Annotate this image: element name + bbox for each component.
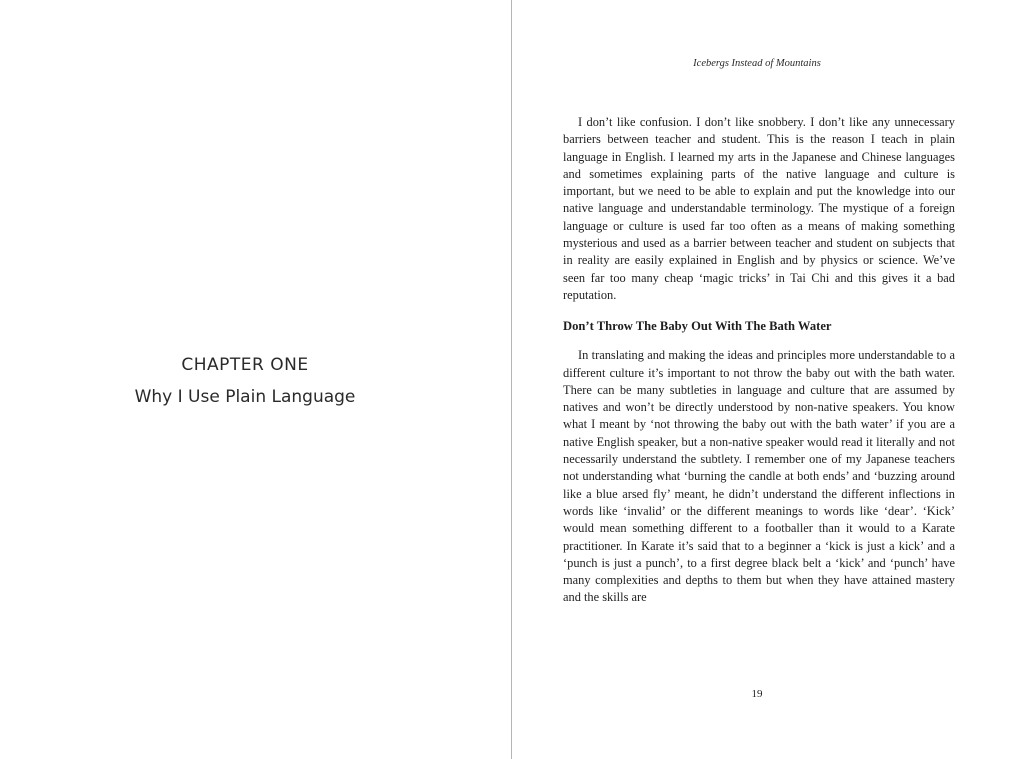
running-head: Icebergs Instead of Mountains — [693, 58, 821, 69]
paragraph-2: In translating and making the ideas and principles more understandable to a different culture it’s important to not throw the baby out with the bath water. There can be many subtleties in language and culture that are assumed by natives and won’t be directly understood by non-native speakers. You know what I meant by ‘not throwing the baby out with the bath water’ if you are a native English speaker, but a non-native speaker would read it literally and not necessarily understand the subtlety. I remember one of my Japanese teachers not understanding what ‘burning the candle at both ends’ and ‘buzzing around like a blue arsed fly’ meant, he didn’t understand the different inflections in words like ‘invalid’ or the different meanings to words like ‘dear’. ‘Kick’ would mean something different to a footballer than it would to a Karate practitioner. In Karate it’s said that to a beginner a ‘kick is just a kick’ and a ‘punch is just a punch’, to a first degree black belt a ‘kick’ and ‘punch’ have many complexities and depths to them but when they have attained mastery and the skills are — [563, 348, 955, 605]
chapter-number: CHAPTER ONE — [181, 355, 309, 375]
chapter-title: Why I Use Plain Language — [134, 387, 356, 407]
body-text — [563, 114, 955, 607]
section-heading: Don’t Throw The Baby Out With The Bath Water — [563, 319, 832, 334]
chapter-heading — [0, 352, 490, 410]
paragraph-1: I don’t like confusion. I don’t like snobbery. I don’t like any unnecessary barriers between teacher and student. This is the reason I teach in plain language in English. I learned my arts in the Japanese and Chinese languages and sometimes explaining parts of the native language and culture is important, but we need to be able to explain and put the knowledge into our native language and understandable terminology. The mystique of a foreign language or culture is used far too often as a means of making something mysterious and used as a barrier between teacher and student on subjects that in reality are easily explained in English and by physics or science. We’ve seen far too many cheap ‘magic tricks’ in Tai Chi and this gives it a bad reputation. — [563, 115, 955, 302]
page-number: 19 — [751, 688, 763, 700]
right-page — [512, 0, 1024, 759]
